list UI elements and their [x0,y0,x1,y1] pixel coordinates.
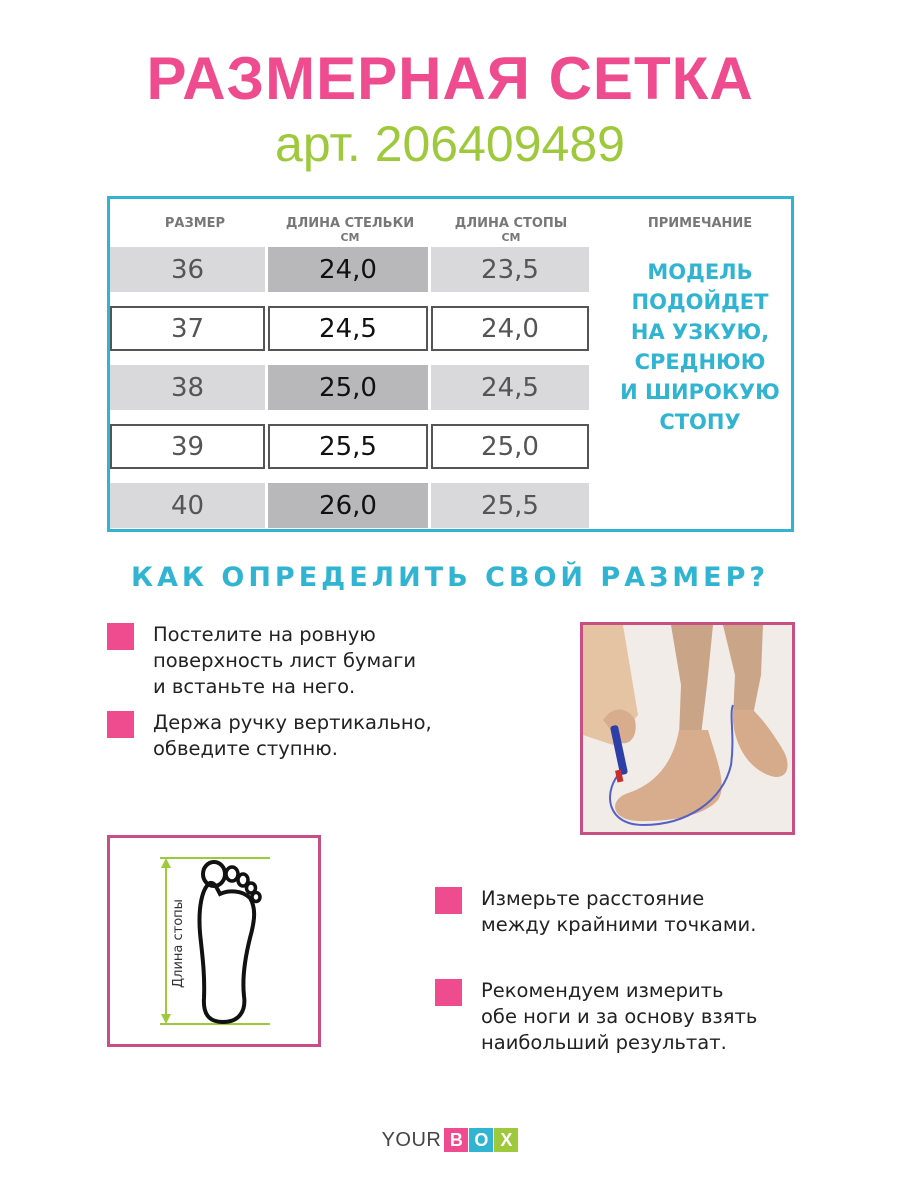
foot-tracing-illustration [583,625,792,832]
cell-size: 38 [110,365,265,410]
pink-square-icon [435,979,462,1006]
cell-insole-length: 25,5 [268,424,428,469]
col-head-insole: ДЛИНА СТЕЛЬКИ СМ [285,216,415,244]
cell-insole-length: 24,5 [268,306,428,351]
cell-foot-length: 25,5 [431,483,589,528]
step-1-text: Постелите на ровную поверхность лист бумаги и встаньте на него. [153,623,417,698]
logo-prefix: YOUR [381,1128,442,1151]
logo-letter-o: O [469,1128,493,1152]
cell-foot-length: 24,0 [431,306,589,351]
cell-foot-length: 23,5 [431,247,589,292]
cell-foot-length: 25,0 [431,424,589,469]
foot-length-label: Длина стопы [171,899,186,988]
pink-square-icon [435,887,462,914]
fit-note: МОДЕЛЬ ПОДОЙДЕТ НА УЗКУЮ, СРЕДНЮЮ И ШИРОКУЮ СТОПУ [620,260,780,434]
how-to-title: КАК ОПРЕДЕЛИТЬ СВОЙ РАЗМЕР? [130,562,770,593]
logo-letter-b: B [444,1128,468,1152]
cell-size: 37 [110,306,265,351]
step-4-text: Рекомендуем измерить обе ноги и за основу взять наибольший результат. [481,979,758,1054]
step-2-text: Держа ручку вертикально, обведите ступню. [153,711,432,760]
foot-diagram [107,835,321,1047]
cell-size: 36 [110,247,265,292]
size-table [107,196,794,532]
step-2 [107,710,432,762]
step-1 [107,622,416,700]
logo-letter-x: X [494,1128,518,1152]
col-head-size: РАЗМЕР [164,216,226,231]
cell-insole-length: 25,0 [268,365,428,410]
cell-size: 40 [110,483,265,528]
foot-outline-icon [110,838,318,1044]
col-head-note: ПРИМЕЧАНИЕ [647,216,753,231]
page-title: РАЗМЕРНАЯ СЕТКА [146,45,754,112]
foot-tracing-photo [580,622,795,835]
col-head-foot: ДЛИНА СТОПЫ СМ [454,216,568,244]
cell-insole-length: 24,0 [268,247,428,292]
cell-insole-length: 26,0 [268,483,428,528]
step-4 [435,978,757,1056]
step-3-text: Измерьте расстояние между крайними точками. [481,887,757,936]
pink-square-icon [107,711,134,738]
pink-square-icon [107,623,134,650]
cell-foot-length: 24,5 [431,365,589,410]
cell-size: 39 [110,424,265,469]
article-number: арт. 206409489 [275,116,625,172]
logo-box [443,1128,518,1152]
step-3 [435,886,756,938]
brand-logo [0,1128,900,1152]
